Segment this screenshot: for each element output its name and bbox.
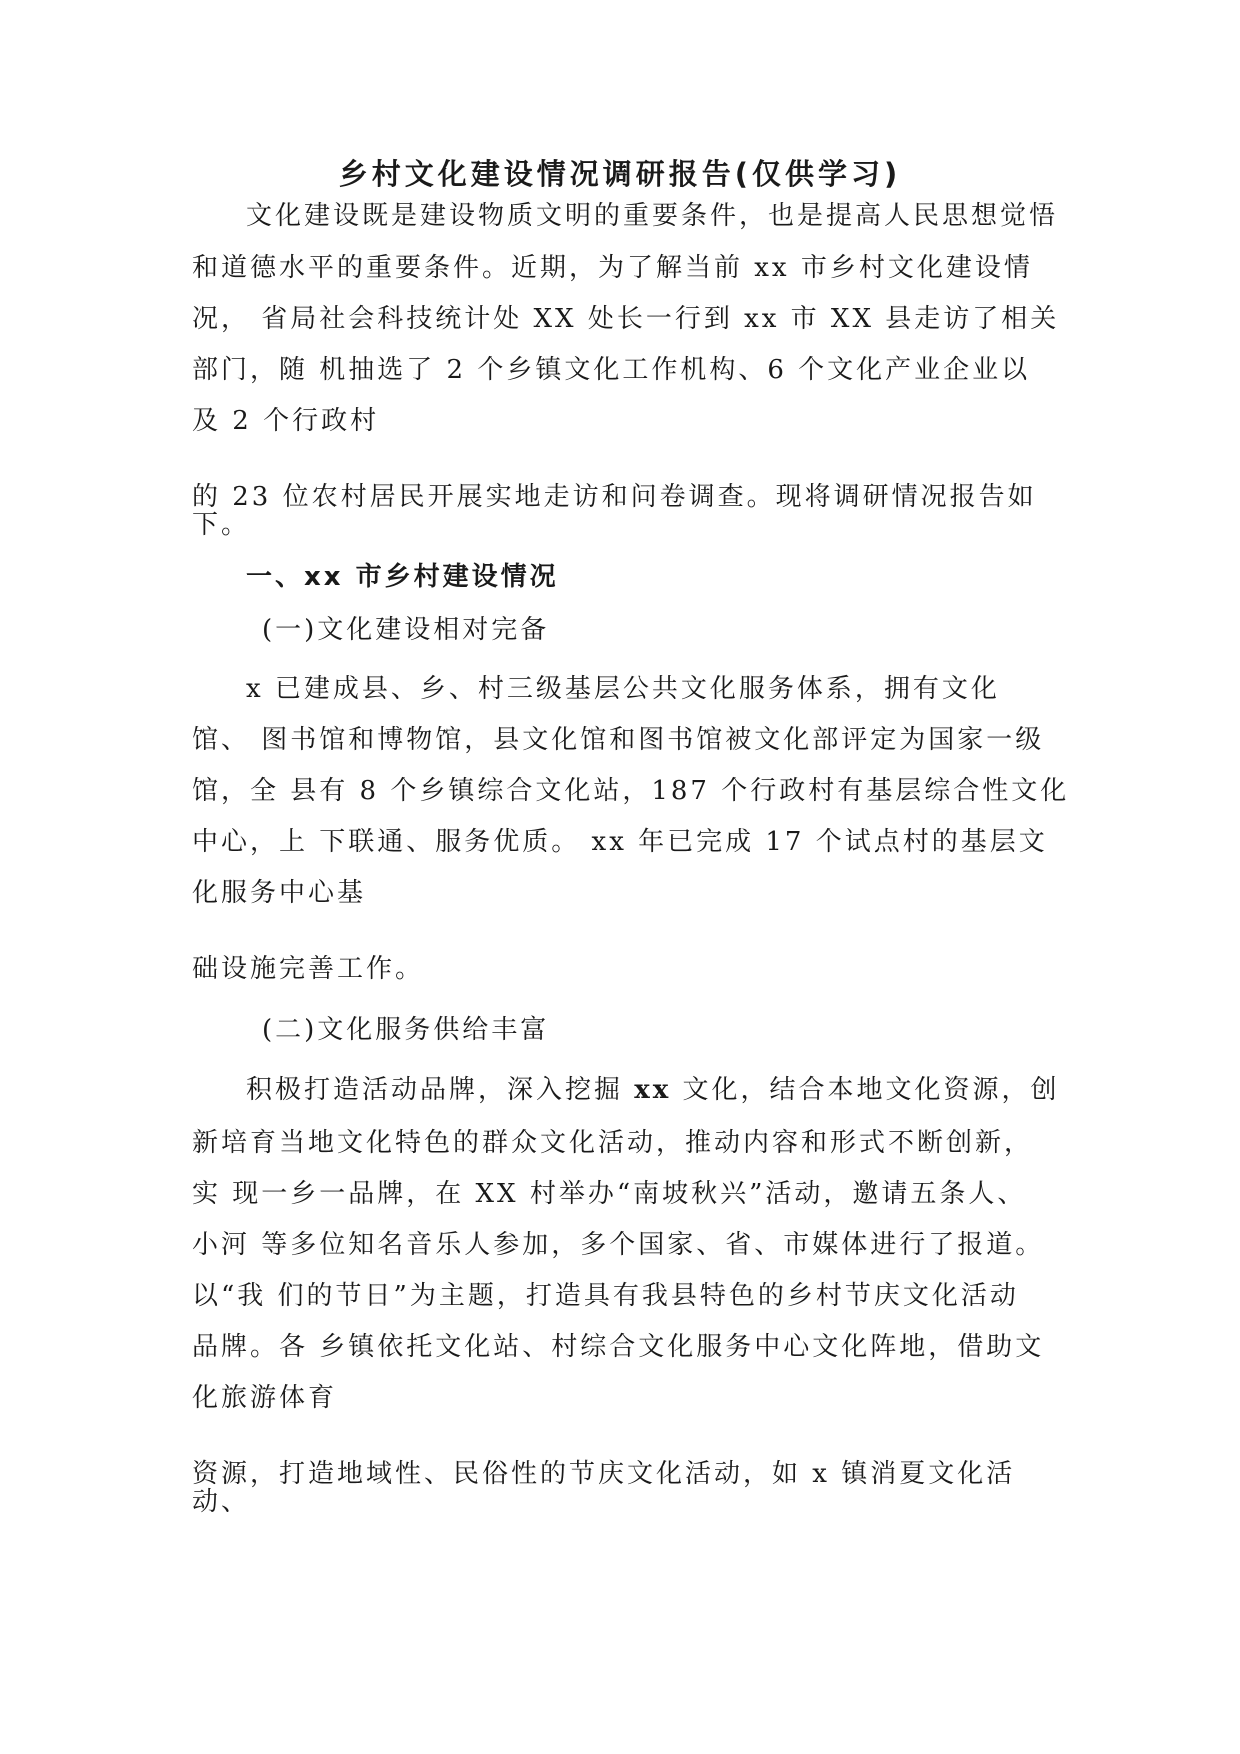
paragraph-line: 品牌。各 乡镇依托文化站、村综合文化服务中心文化阵地，借助文 [192, 1332, 1045, 1362]
paragraph-line: 文化建设既是建设物质文明的重要条件，也是提高人民思想觉悟 [246, 201, 1059, 231]
paragraph-line: 化旅游体育 [192, 1383, 338, 1413]
paragraph-line: 况， 省局社会科技统计处 XX 处长一行到 xx 市 XX 县走访了相关 [192, 304, 1060, 334]
paragraph-line: 下。 [192, 510, 251, 540]
paragraph-line: 动、 [192, 1487, 251, 1517]
document-title: 乡村文化建设情况调研报告(仅供学习) [338, 157, 902, 191]
paragraph-line: 实 现一乡一品牌，在 XX 村举办“南坡秋兴”活动，邀请五条人、 [192, 1179, 1027, 1209]
section-heading: 一、xx 市乡村建设情况 [246, 562, 559, 592]
paragraph-line: x 已建成县、乡、村三级基层公共文化服务体系，拥有文化 [246, 674, 1000, 704]
paragraph-line: 部门，随 机抽选了 2 个乡镇文化工作机构、6 个文化产业企业以 [192, 355, 1031, 385]
paragraph-line: 中心，上 下联通、服务优质。 xx 年已完成 17 个试点村的基层文 [192, 827, 1048, 857]
subsection-heading: (一)文化建设相对完备 [262, 615, 550, 645]
paragraph-line: 新培育当地文化特色的群众文化活动，推动内容和形式不断创新， [192, 1128, 1034, 1158]
bold-text: xx [634, 1075, 672, 1105]
paragraph-line: 及 2 个行政村 [192, 406, 380, 436]
paragraph-line: 小河 等多位知名音乐人参加，多个国家、省、市媒体进行了报道。 [192, 1230, 1045, 1260]
paragraph-line: 和道德水平的重要条件。近期，为了解当前 xx 市乡村文化建设情 [192, 253, 1033, 283]
paragraph-line: 资源，打造地域性、民俗性的节庆文化活动，如 x 镇消夏文化活 [192, 1459, 1016, 1489]
paragraph-line: 的 23 位农村居民开展实地走访和问卷调查。现将调研情况报告如 [192, 482, 1037, 512]
subsection-heading: (二)文化服务供给丰富 [262, 1015, 550, 1045]
paragraph-line: 馆、 图书馆和博物馆，县文化馆和图书馆被文化部评定为国家一级 [192, 725, 1045, 755]
paragraph-line: 以“我 们的节日”为主题，打造具有我县特色的乡村节庆文化活动 [192, 1281, 1019, 1311]
paragraph-line: 础设施完善工作。 [192, 954, 425, 984]
paragraph-line: 积极打造活动品牌，深入挖掘 xx 文化，结合本地文化资源，创 [246, 1075, 1060, 1105]
paragraph-line: 馆，全 县有 8 个乡镇综合文化站，187 个行政村有基层综合性文化 [192, 776, 1070, 806]
paragraph-line: 化服务中心基 [192, 878, 367, 908]
